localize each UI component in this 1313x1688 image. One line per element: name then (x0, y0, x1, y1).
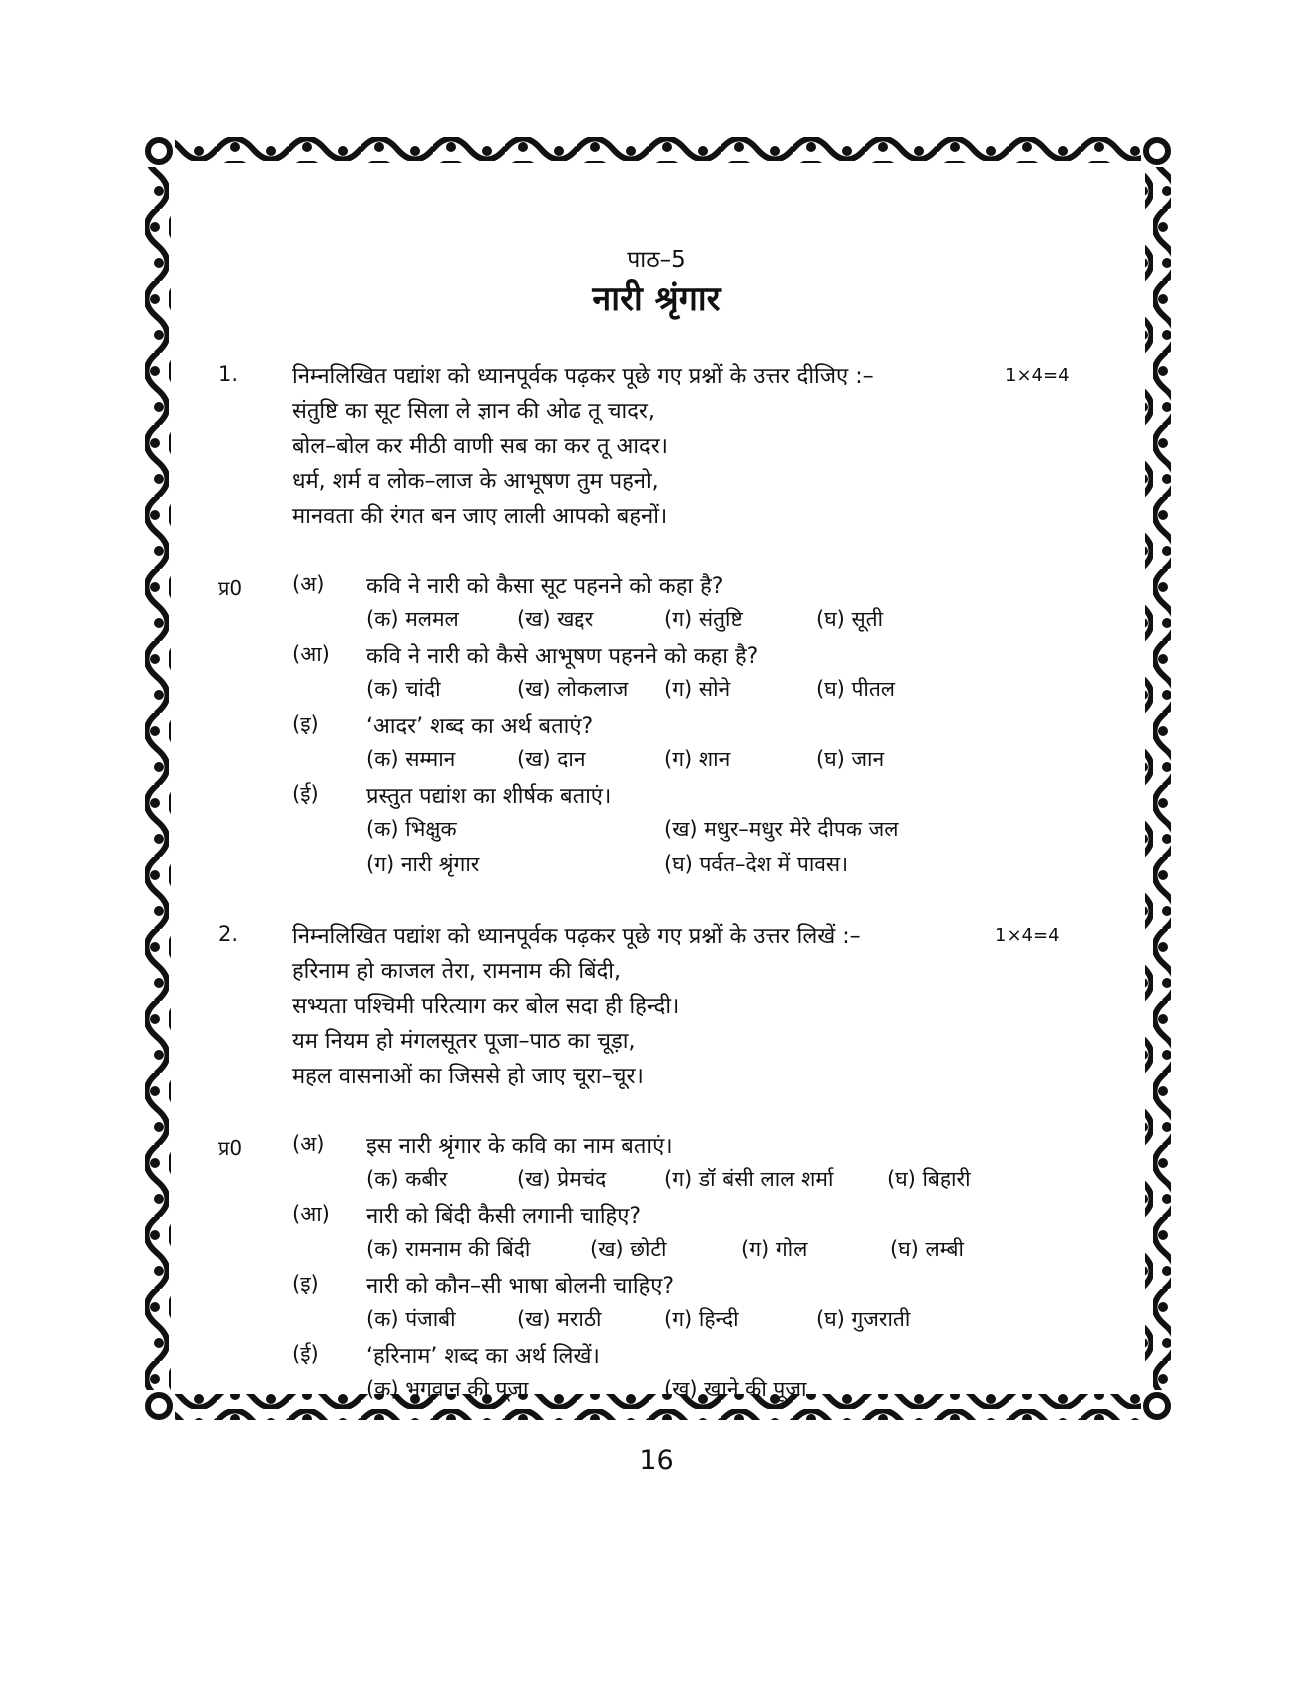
option: (ग) डॉ बंसी लाल शर्मा (664, 1167, 834, 1191)
question-2c-label: (इ) (292, 1272, 319, 1296)
question-2a-text: इस नारी श्रृंगार के कवि का नाम बताएं। (366, 1134, 673, 1159)
option: (ख) प्रेमचंद (517, 1167, 607, 1191)
option: (घ) लम्बी (890, 1237, 964, 1261)
question-label: प्र0 (218, 1136, 243, 1160)
question-2c-text: नारी को कौन–सी भाषा बोलनी चाहिए? (366, 1274, 675, 1299)
option: (क) मलमल (366, 607, 459, 631)
option: (क) चांदी (366, 677, 441, 701)
option: (ग) नारी श्रृंगार (366, 852, 480, 876)
stanza-line: धर्म, शर्म व लोक–लाज के आभूषण तुम पहनो, (292, 469, 659, 494)
question-1a-text: कवि ने नारी को कैसा सूट पहनने को कहा है? (366, 574, 724, 599)
section-2-instruction: निम्नलिखित पद्यांश को ध्यानपूर्वक पढ़कर पूछे गए प्रश्नों के उत्तर लिखें :– (292, 924, 861, 949)
section-1-marks: 1×4=4 (1005, 365, 1070, 386)
stanza-line: मानवता की रंगत बन जाए लाली आपको बहनों। (292, 504, 668, 529)
section-1-instruction: निम्नलिखित पद्यांश को ध्यानपूर्वक पढ़कर पूछे गए प्रश्नों के उत्तर दीजिए :– (292, 364, 874, 389)
section-2-number: 2. (218, 922, 239, 946)
option: (ख) खद्दर (517, 607, 594, 631)
option: (ख) दान (517, 747, 586, 771)
option: (घ) जान (816, 747, 885, 771)
page-number: 16 (639, 1445, 674, 1476)
stanza-line: यम नियम हो मंगलसूतर पूजा–पाठ का चूड़ा, (292, 1029, 636, 1054)
option: (क) रामनाम की बिंदी (366, 1237, 531, 1261)
option: (ख) लोकलाज (517, 677, 629, 701)
question-2b-text: नारी को बिंदी कैसी लगानी चाहिए? (366, 1204, 642, 1229)
option: (ख) मधुर–मधुर मेरे दीपक जल (664, 817, 899, 841)
option: (क) कबीर (366, 1167, 448, 1191)
option: (ख) मराठी (517, 1307, 602, 1331)
option: (ग) गोल (741, 1237, 808, 1261)
question-2d-label: (ई) (292, 1342, 319, 1366)
question-2b-label: (आ) (292, 1202, 330, 1226)
section-2-marks: 1×4=4 (995, 925, 1060, 946)
lesson-title: नारी श्रृंगार (592, 279, 721, 319)
option: (ग) हिन्दी (664, 1307, 739, 1331)
option: (घ) गुजराती (816, 1307, 911, 1331)
section-1-number: 1. (218, 362, 239, 386)
option: (ख) छोटी (590, 1237, 667, 1261)
question-1c-label: (इ) (292, 712, 319, 736)
option: (क) भिक्षुक (366, 817, 457, 841)
option: (घ) बिहारी (887, 1167, 971, 1191)
question-1d-label: (ई) (292, 782, 319, 806)
option: (क) भगवान की पूजा (366, 1377, 529, 1401)
question-2d-text: ‘हरिनाम’ शब्द का अर्थ लिखें। (366, 1344, 600, 1369)
question-label: प्र0 (218, 576, 243, 600)
option: (क) पंजाबी (366, 1307, 456, 1331)
stanza-line: महल वासनाओं का जिससे हो जाए चूरा–चूर। (292, 1064, 644, 1089)
option: (घ) सूती (816, 607, 884, 631)
question-1d-text: प्रस्तुत पद्यांश का शीर्षक बताएं। (366, 784, 612, 809)
option: (ग) शान (664, 747, 731, 771)
question-1c-text: ‘आदर’ शब्द का अर्थ बताएं? (366, 714, 594, 739)
stanza-line: बोल–बोल कर मीठी वाणी सब का कर तू आदर। (292, 434, 669, 459)
option: (ख) खाने की पूजा (664, 1377, 807, 1401)
question-1a-label: (अ) (292, 572, 325, 596)
option: (घ) पीतल (816, 677, 896, 701)
question-1b-text: कवि ने नारी को कैसे आभूषण पहनने को कहा है? (366, 644, 759, 669)
option: (ग) सोने (664, 677, 731, 701)
stanza-line: सभ्यता पश्चिमी परित्याग कर बोल सदा ही हिन्दी। (292, 994, 680, 1019)
option: (घ) पर्वत–देश में पावस। (664, 852, 849, 876)
lesson-number: पाठ–5 (627, 247, 686, 273)
question-1b-label: (आ) (292, 642, 330, 666)
stanza-line: संतुष्टि का सूट सिला ले ज्ञान की ओढ तू चादर, (292, 399, 655, 424)
option: (क) सम्मान (366, 747, 456, 771)
question-2a-label: (अ) (292, 1132, 325, 1156)
stanza-line: हरिनाम हो काजल तेरा, रामनाम की बिंदी, (292, 959, 621, 984)
option: (ग) संतुष्टि (664, 607, 743, 631)
